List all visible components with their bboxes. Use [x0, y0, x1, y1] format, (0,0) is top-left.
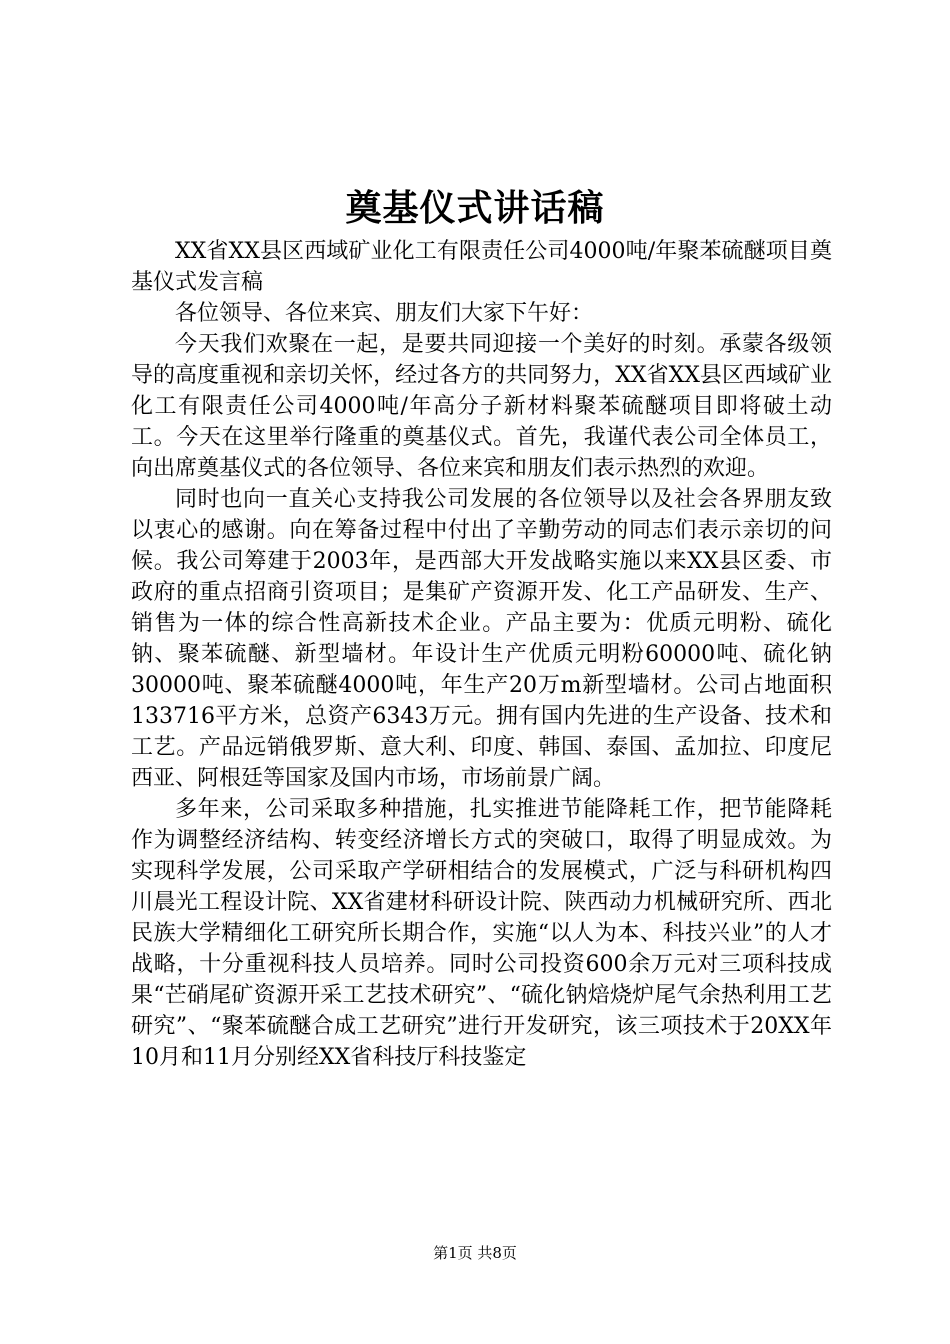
page-number: 第1页 — [433, 1244, 473, 1262]
total-pages: 共8页 — [477, 1244, 517, 1262]
document-title: 奠基仪式讲话稿 — [345, 187, 605, 229]
paragraph-project-heading: XX省XX县区西域矿业化工有限责任公司4000吨/年聚苯硫醚项目奠基仪式发言稿 — [131, 239, 832, 295]
paragraph-company-intro: 同时也向一直关心支持我公司发展的各位领导以及社会各界朋友致以衷心的感谢。向在筹备过程中付出了辛勤劳动的同志们表示亲切的问候。我公司筹建于2003年，是西部大开发战略实施以来XX县区委、市政府的重点招商引资项目；是集矿产资源开发、化工产品研发、生产、销售为一体的综合性高新技术企业。产品主要为：优质元明粉、硫化钠、聚苯硫醚、新型墙材。年设计生产优质元明粉60000吨、硫化钠30000吨、聚苯硫醚4000吨，年生产20万m新型墙材。公司占地面积133716平方米，总资产6343万元。拥有国内先进的生产设备、技术和工艺。产品远销俄罗斯、意大利、印度、韩国、泰国、孟加拉、印度尼西亚、阿根廷等国家及国内市场，市场前景广阔。 — [131, 487, 832, 791]
paragraph-opening: 今天我们欢聚在一起，是要共同迎接一个美好的时刻。承蒙各级领导的高度重视和亲切关怀，经过各方的共同努力，XX省XX县区西域矿业化工有限责任公司4000吨/年高分子新材料聚苯硫醚项目即将破土动工。今天在这里举行隆重的奠基仪式。首先，我谨代表公司全体员工，向出席奠基仪式的各位领导、各位来宾和朋友们表示热烈的欢迎。 — [131, 332, 832, 481]
page-footer — [0, 1242, 950, 1264]
paragraph-greeting: 各位领导、各位来宾、朋友们大家下午好： — [175, 301, 594, 326]
paragraph-development: 多年来，公司采取多种措施，扎实推进节能降耗工作，把节能降耗作为调整经济结构、转变经济增长方式的突破口，取得了明显成效。为实现科学发展，公司采取产学研相结合的发展模式，广泛与科研机构四川晨光工程设计院、XX省建材科研设计院、陕西动力机械研究所、西北民族大学精细化工研究所长期合作，实施“以人为本、科技兴业”的人才战略，十分重视科技人员培养。同时公司投资600余万元对三项科技成果“芒硝尾矿资源开采工艺技术研究”、“硫化钠焙烧炉尾气余热利用工艺研究”、“聚苯硫醚合成工艺研究”进行开发研究，该三项技术于20XX年10月和11月分别经XX省科技厅科技鉴定 — [131, 797, 832, 1070]
document-body — [131, 236, 832, 1073]
